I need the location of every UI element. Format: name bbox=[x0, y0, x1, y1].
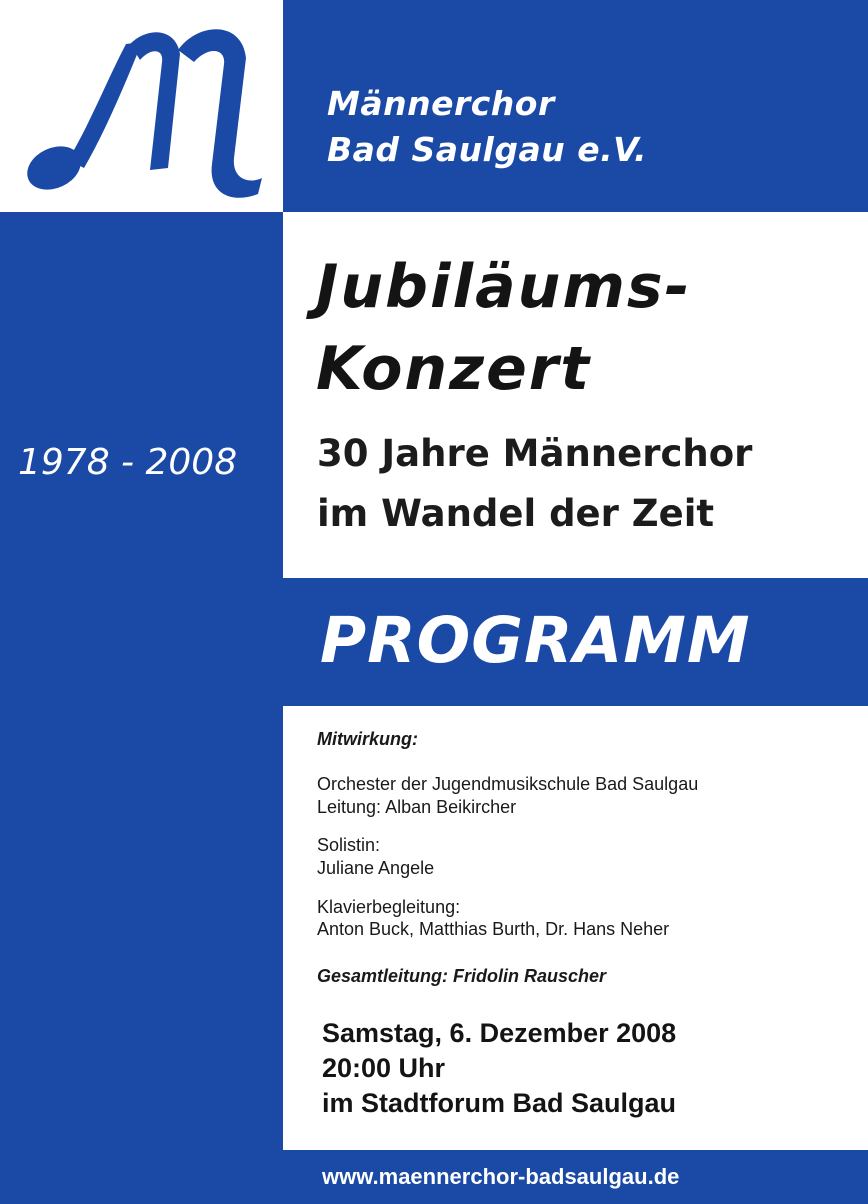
overall-lead: Gesamtleitung: Fridolin Rauscher bbox=[317, 966, 607, 986]
orchestra-name: Orchester der Jugendmusikschule Bad Saulgau bbox=[317, 774, 699, 794]
left-blue-column bbox=[0, 212, 283, 1204]
piano-names: Anton Buck, Matthias Burth, Dr. Hans Neher bbox=[317, 919, 670, 939]
event-date: Samstag, 6. Dezember 2008 bbox=[322, 1018, 677, 1048]
anniversary-years: 1978 - 2008 bbox=[18, 442, 238, 483]
title-line2: Konzert bbox=[316, 334, 592, 404]
soloist-label: Solistin: bbox=[317, 835, 381, 855]
orchestra-lead: Leitung: Alban Beikircher bbox=[317, 797, 517, 817]
event-venue: im Stadtforum Bad Saulgau bbox=[322, 1088, 677, 1118]
event-time: 20:00 Uhr bbox=[322, 1053, 446, 1083]
subtitle-line1: 30 Jahre Männerchor bbox=[317, 432, 753, 475]
choir-logo-icon bbox=[18, 18, 268, 198]
website-link[interactable]: www.maennerchor-badsaulgau.de bbox=[322, 1164, 680, 1189]
club-name-line1: Männerchor bbox=[327, 84, 555, 123]
soloist-name: Juliane Angele bbox=[317, 858, 435, 878]
club-name-line2: Bad Saulgau e.V. bbox=[327, 130, 648, 169]
program-heading: Mitwirkung: bbox=[317, 729, 418, 749]
subtitle-line2: im Wandel der Zeit bbox=[317, 492, 715, 535]
title-line1: Jubiläums- bbox=[316, 252, 692, 322]
programm-heading: PROGRAMM bbox=[320, 604, 751, 677]
piano-label: Klavierbegleitung: bbox=[317, 897, 461, 917]
